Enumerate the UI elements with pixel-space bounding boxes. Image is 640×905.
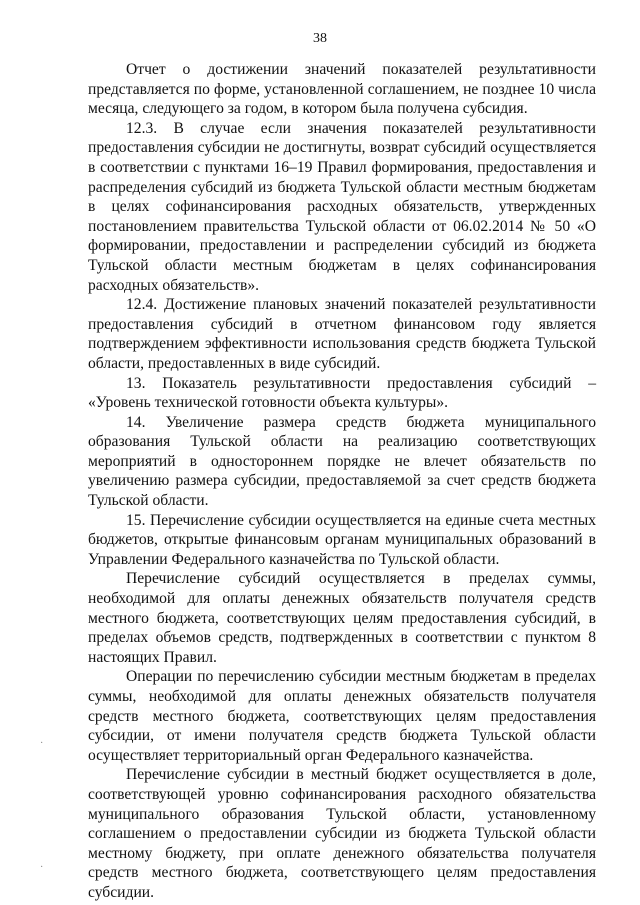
page-number: 38: [313, 31, 327, 46]
paragraph-report-form: Отчет о достижении значений показателей результативности представляется по форме, установленной соглашением, не позднее 10 числа месяца, следующего за годом, в котором была получена субсидия.: [88, 61, 596, 118]
scan-speck: ·: [40, 862, 44, 873]
paragraph-12-3: 12.3. В случае если значения показателей результативности предоставления субсидии не достигнуты, возврат субсидий осуществляется в соответствии с пунктами 16–19 Правил формирования, предоставления и распределения субсидий из бюджета Тульской области местным бюджетам в целях софинансирования расходных обязательств, утвержденных постановлением правительства Тульской области от 06.02.2014 № 50 «О формировании, предоставлении и распределении субсидий из бюджета Тульской области местным бюджетам в целях софинансирования расходных обязательств».: [88, 119, 596, 294]
scan-speck: ·: [40, 738, 44, 749]
paragraph-13: 13. Показатель результативности предоставления субсидий – «Уровень технической готовности объекта культуры».: [88, 374, 596, 412]
document-body: [88, 60, 596, 903]
paragraph-15: 15. Перечисление субсидии осуществляется на единые счета местных бюджетов, открытые финансовым органам муниципальных образований в Управлении Федерального казначейства по Тульской области.: [88, 511, 596, 568]
paragraph-12-4: 12.4. Достижение плановых значений показателей результативности предоставления субсидий в отчетном финансовом году является подтверждением эффективности использования средств бюджета Тульской области, предоставленных в виде субсидий.: [88, 296, 596, 372]
paragraph-transfer-limits: Перечисление субсидий осуществляется в пределах суммы, необходимой для оплаты денежных обязательств получателя средств местного бюджета, соответствующих целям предоставления субсидий, в пределах объемов средств, подтвержденных в соответствии с пунктом 8 настоящих Правил.: [88, 570, 596, 666]
paragraph-transfer-share: Перечисление субсидии в местный бюджет осуществляется в доле, соответствующей уровню софинансирования расходного обязательства муниципального образования Тульской области, установленному соглашением о предоставлении субсидии из бюджета Тульской области местному бюджету, при оплате денежного обязательства получателя средств местного бюджета, соответствующего целям предоставления субсидии.: [88, 766, 596, 901]
paragraph-transfer-operations: Операции по перечислению субсидии местным бюджетам в пределах суммы, необходимой для оплаты денежных обязательств получателя средств местного бюджета, соответствующих целям предоставления субсидии, от имени получателя средств бюджета Тульской области осуществляет территориальный орган Федерального казначейства.: [88, 668, 596, 764]
paragraph-14: 14. Увеличение размера средств бюджета муниципального образования Тульской области на реализацию соответствующих мероприятий в одностороннем порядке не влечет обязательств по увеличению размера субсидии, предоставляемой за счет средств бюджета Тульской области.: [88, 413, 596, 510]
